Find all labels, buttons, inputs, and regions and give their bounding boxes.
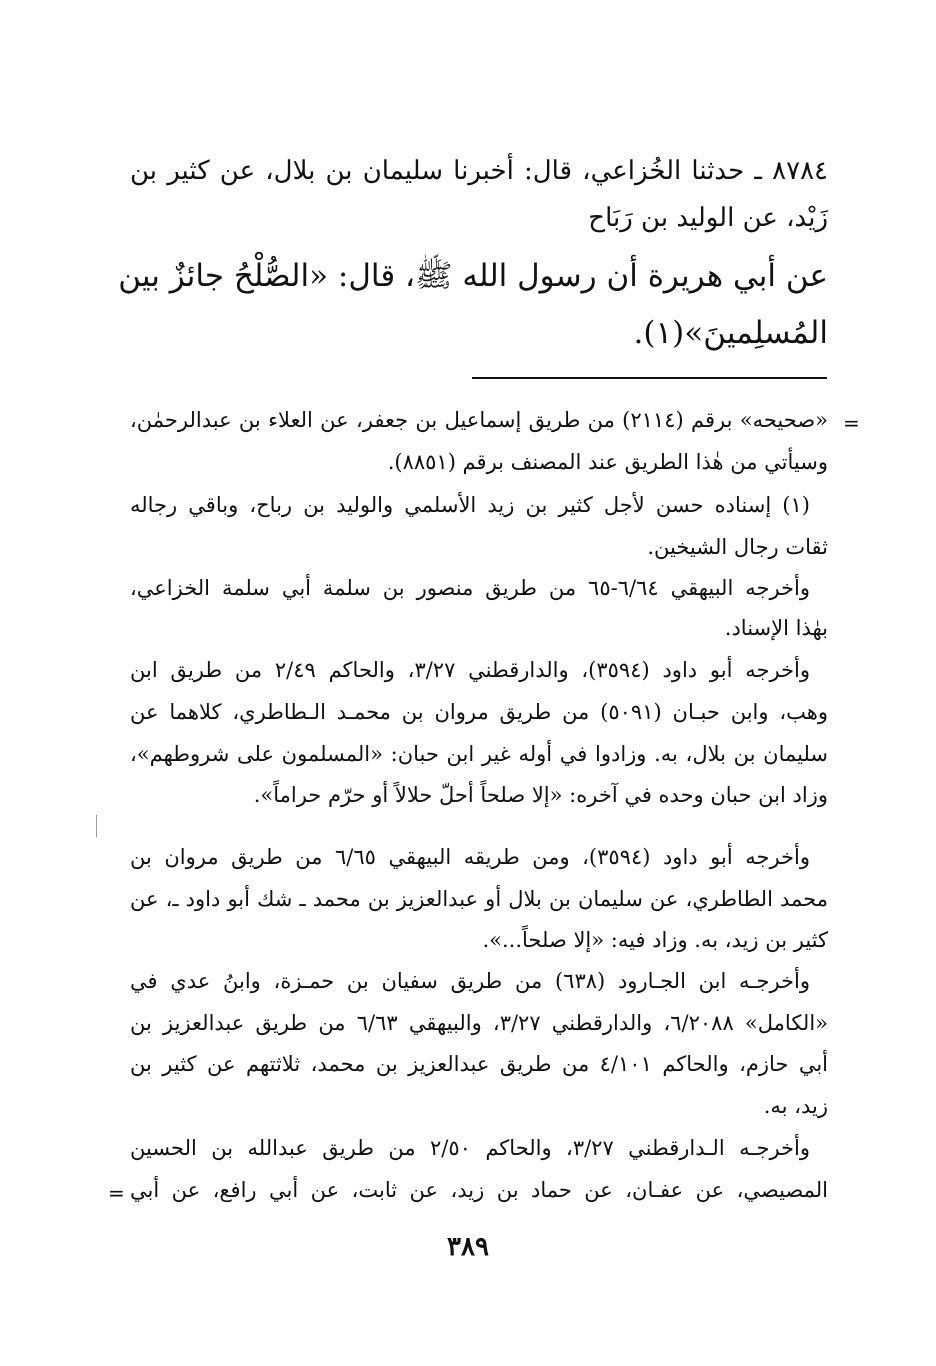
footnote-p3-line-3: سليمان بن بلال، به. وزادوا في أوله غير ابن حبان: «المسلمون على شروطهم»، — [130, 742, 828, 766]
hadith-line-2: زَيْد، عن الوليد بن رَبَاح — [588, 203, 828, 233]
footnote-separator — [472, 377, 827, 379]
footnote-p3-line-2: وهب، وابن حبـان (٥٠٩١) من طريق مروان بن محمـد الـطاطري، كلاهما عن — [130, 700, 828, 724]
footnote-p5-line-3: أبي حازم، والحاكم ٤/١٠١ من طريق عبدالعزيز بن محمد، ثلاثتهم عن كثير بن — [130, 1052, 829, 1076]
carried-note-line-1: «صحيحه» برقم (٢١١٤) من طريق إسماعيل بن جعفر، عن العلاء بن عبدالرحمٰن، — [130, 408, 828, 432]
footnote-p5-line-1: وأخرجـه ابن الجـارود (٦٣٨) من طريق سفيان بن حمـزة، وابنُ عدي في — [130, 969, 810, 993]
footnote-p2-line-1: وأخرجه البيهقي ٦/٦٤-٦٥ من طريق منصور بن سلمة أبي سلمة الخزاعي، — [130, 576, 810, 600]
footnote-p4-line-3: كثير بن زيد، به. وزاد فيه: «إلا صلحاً...». — [482, 928, 828, 952]
footnote-p4-line-1: وأخرجه أبو داود (٣٥٩٤)، ومن طريقه البيهقي ٦/٦٥ من طريق مروان بن — [130, 845, 810, 869]
footnote-p3-line-1: وأخرجه أبو داود (٣٥٩٤)، والدارقطني ٣/٢٧، والحاكم ٢/٤٩ من طريق ابن — [130, 658, 810, 682]
hadith-line-1: ٨٧٨٤ ـ حدثنا الخُزاعي، قال: أخبرنا سليمان بن بلال، عن كثير بن — [130, 156, 828, 186]
page-number: ٣٨٩ — [447, 1232, 489, 1262]
footnote-p2-line-2: بهٰذا الإسناد. — [724, 616, 828, 640]
footnote-p5-line-4: زيد، به. — [763, 1094, 828, 1118]
footnote-p3-line-4: وزاد ابن حبان وحده في آخره: «إلا صلحاً أحلّ حلالاً أو حرّم حراماً». — [253, 783, 828, 807]
footnote-p4-line-2: محمد الطاطري، عن سليمان بن بلال أو عبدالعزيز بن محمد ـ شك أبو داود ـ، عن — [130, 887, 828, 911]
footnote-p5-line-2: «الكامل» ٦/٢٠٨٨، والدارقطني ٣/٢٧، والبيهقي ٦/٦٣ من طريق عبدالعزيز بن — [130, 1011, 828, 1035]
hadith-line-3: عن أبي هريرة أن رسول الله ﷺ، قال: «الصُّلْحُ جائزٌ بين — [118, 258, 828, 294]
hadith-line-4: المُسلِمينَ»(١). — [633, 315, 828, 351]
carried-note-marker: = — [843, 411, 860, 435]
footnote-p1-line-2: ثقات رجال الشيخين. — [647, 535, 828, 559]
continuation-marker: = — [108, 1181, 125, 1205]
footnote-p6-line-2: المصيصي، عن عفـان، عن حماد بن زيد، عن ثابت، عن أبي رافع، عن أبي — [130, 1178, 828, 1202]
margin-mark — [96, 815, 97, 837]
footnote-p6-line-1: وأخرجـه الـدارقطني ٣/٢٧، والحاكم ٢/٥٠ من طريق عبدالله بن الحسين — [130, 1136, 811, 1160]
footnote-p1-line-1: (١) إسناده حسن لأجل كثير بن زيد الأسلمي والوليد بن رباح، وباقي رجاله — [130, 493, 810, 517]
carried-note-line-2: وسيأتي من هٰذا الطريق عند المصنف برقم (٨٨٥١). — [387, 450, 828, 474]
